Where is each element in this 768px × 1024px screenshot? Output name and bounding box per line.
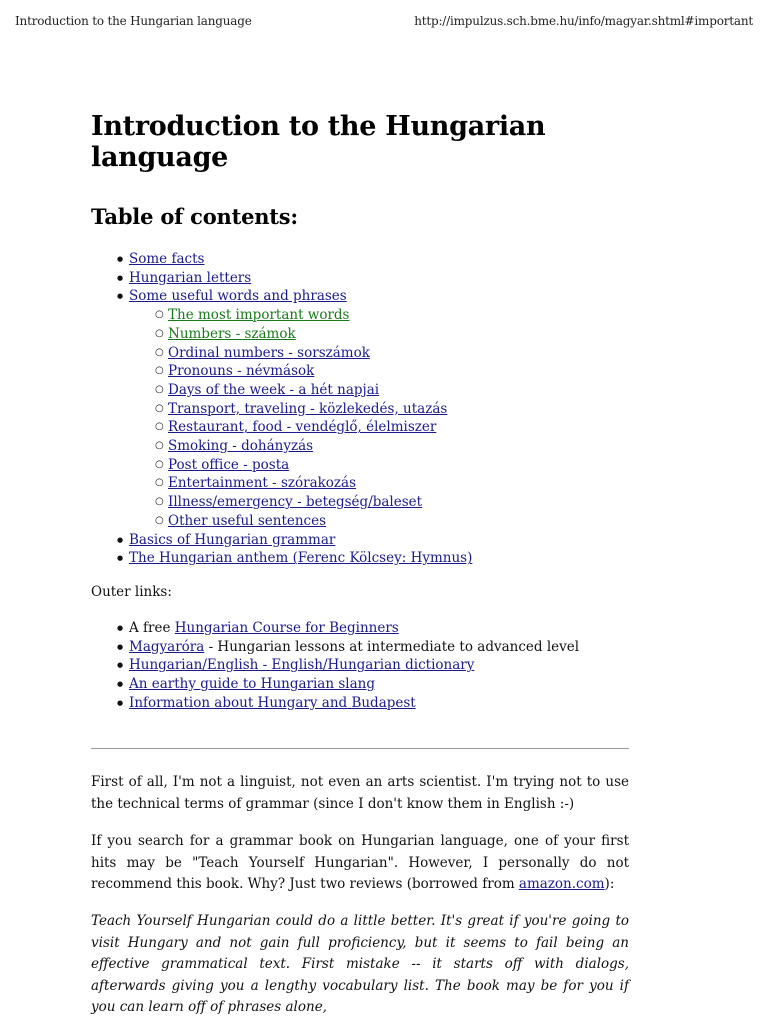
page-title: Introduction to the Hungarian language bbox=[91, 111, 546, 173]
list-item bbox=[91, 638, 579, 657]
print-header-title: Introduction to the Hungarian language bbox=[15, 14, 252, 28]
list-item bbox=[129, 306, 472, 325]
list-item bbox=[91, 531, 472, 550]
list-item bbox=[91, 675, 579, 694]
toc-link-post-office[interactable]: Post office - posta bbox=[168, 456, 290, 473]
list-item bbox=[129, 381, 472, 400]
toc-link-other-sentences[interactable]: Other useful sentences bbox=[168, 512, 327, 529]
toc-link-illness[interactable]: Illness/emergency - betegség/baleset bbox=[168, 494, 423, 511]
toc-link-ordinal-numbers[interactable]: Ordinal numbers - sorszámok bbox=[168, 344, 370, 361]
list-item bbox=[91, 694, 579, 713]
link-suffix-text: - Hungarian lessons at intermediate to advanced level bbox=[204, 638, 580, 655]
list-item bbox=[91, 656, 579, 675]
list-item bbox=[91, 619, 579, 638]
outer-links-list bbox=[91, 619, 579, 713]
toc-link-most-important-words[interactable]: The most important words bbox=[168, 307, 350, 324]
list-item bbox=[129, 362, 472, 381]
paragraph-intro: First of all, I'm not a linguist, not even an arts scientist. I'm trying not to use the technical terms of grammar (since I don't know them in English :-) bbox=[91, 774, 629, 812]
table-of-contents bbox=[91, 250, 472, 568]
toc-link-numbers[interactable]: Numbers - számok bbox=[168, 325, 296, 342]
toc-link-restaurant[interactable]: Restaurant, food - vendéglő, élelmiszer bbox=[168, 419, 437, 436]
link-hungarian-course[interactable]: Hungarian Course for Beginners bbox=[174, 620, 399, 636]
toc-link-grammar[interactable]: Basics of Hungarian grammar bbox=[129, 531, 336, 548]
list-item bbox=[129, 325, 472, 344]
toc-link-pronouns[interactable]: Pronouns - névmások bbox=[168, 363, 315, 380]
paragraph-grammar-book bbox=[91, 831, 629, 896]
paragraph-text: ): bbox=[604, 876, 615, 892]
link-amazon[interactable]: amazon.com bbox=[518, 876, 605, 892]
outer-links-label: Outer links: bbox=[91, 584, 172, 600]
list-item bbox=[129, 456, 472, 475]
list-item bbox=[129, 512, 472, 531]
list-item bbox=[91, 269, 472, 288]
toc-sublist bbox=[129, 306, 472, 530]
list-item bbox=[129, 437, 472, 456]
link-dictionary[interactable]: Hungarian/English - English/Hungarian dictionary bbox=[129, 657, 475, 674]
section-divider bbox=[91, 748, 629, 749]
list-item bbox=[129, 493, 472, 512]
list-item bbox=[91, 250, 472, 269]
link-slang-guide[interactable]: An earthy guide to Hungarian slang bbox=[129, 676, 375, 693]
toc-link-transport[interactable]: Transport, traveling - közlekedés, utazás bbox=[168, 400, 448, 417]
paragraph-text: If you search for a grammar book on Hungarian language, one of your first hits may be "Teach Yourself Hungarian". However, I personally do not recommend this book. Why? Just two reviews (borrowed from bbox=[91, 833, 629, 892]
toc-link-anthem[interactable]: The Hungarian anthem (Ferenc Kölcsey: Hymnus) bbox=[129, 550, 473, 567]
list-item bbox=[129, 400, 472, 419]
link-magyarora[interactable]: Magyaróra bbox=[129, 638, 205, 655]
toc-heading: Table of contents: bbox=[91, 204, 298, 229]
list-item bbox=[91, 287, 472, 530]
toc-link-days-of-week[interactable]: Days of the week - a hét napjai bbox=[168, 381, 380, 398]
link-hungary-info[interactable]: Information about Hungary and Budapest bbox=[129, 694, 416, 711]
list-item bbox=[129, 418, 472, 437]
toc-link-entertainment[interactable]: Entertainment - szórakozás bbox=[168, 475, 357, 492]
toc-link-hungarian-letters[interactable]: Hungarian letters bbox=[129, 269, 252, 286]
print-header-url: http://impulzus.sch.bme.hu/info/magyar.shtml#important bbox=[414, 14, 753, 28]
toc-link-smoking[interactable]: Smoking - dohányzás bbox=[168, 438, 314, 455]
list-item bbox=[129, 344, 472, 363]
list-item bbox=[129, 474, 472, 493]
toc-link-some-facts[interactable]: Some facts bbox=[129, 251, 205, 267]
paragraph-review: Teach Yourself Hungarian could do a little better. It's great if you're going to visit Hungary and not gain full proficiency, but it seems to fail being an effective grammatical text. First mistake -- it starts off with dialogs, afterwards giving you a lengthy vocabulary list. The book may be for you if you can learn off of phrases alone, bbox=[91, 913, 629, 1015]
link-prefix-text: A free bbox=[129, 620, 175, 636]
toc-link-useful-words[interactable]: Some useful words and phrases bbox=[129, 288, 347, 305]
list-item bbox=[91, 549, 472, 568]
